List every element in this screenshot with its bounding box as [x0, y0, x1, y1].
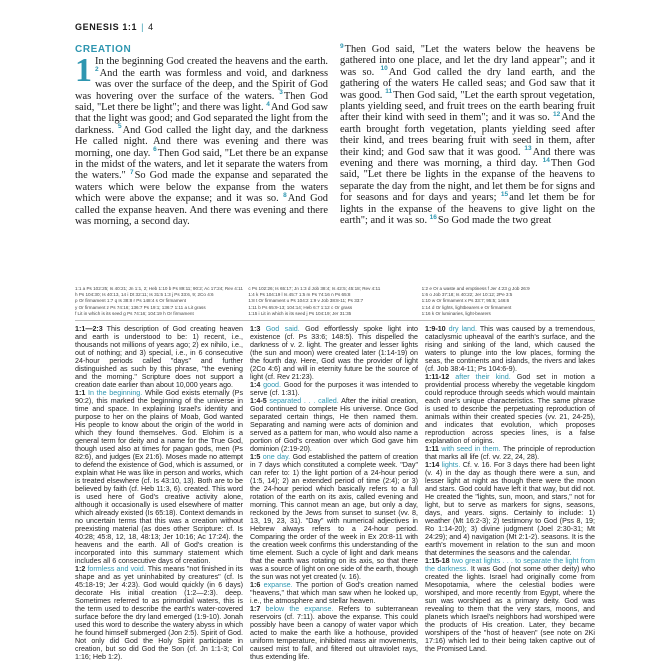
cross-reference: 1:8 t Or firmament u Ps 104:2 1:9 v Job 38:8-11; Ps 33:7	[248, 298, 364, 304]
note-highlight: after their kind.	[455, 373, 511, 381]
note-text: This description of God creating heaven and earth is understood to be: 1) recent, i.e., thousands not millions of years ago; 2) ex nihilo, i.e., out of nothing; and 3) special, i.e., in 6 consecutive 24-hour periods called "days" and further distinguished as such by this phrase, "the evening and the morning." Scripture does not support a creation date earlier than about 10,000 years ago.	[75, 325, 243, 389]
note-text: Refers to subterranean reservoirs (cf. 7:11). above the expanse. This could possibly have been a canopy of water vapor which acted to make the earth like a hothouse, provided uniform temperature, inhibited mass air movements, caused mist to fall, and filtered out ultraviolet rays, thus extending life.	[250, 605, 418, 661]
note-reference: 1:11	[425, 445, 439, 453]
scripture-column-left	[75, 44, 328, 228]
verse-list-right	[340, 44, 595, 226]
note-reference: 1:6	[250, 581, 261, 589]
note-text: God effortlessly spoke light into existence (cf. Ps 33:6; 148:5). This dispelled the darkness of v. 2. light. The greater and lesser lights (the sun and moon) were created later (1:14-19) on the fourth day. Here, God was the provider of light (2Co 4:6) and will in eternity future be the source of light (cf. Rev 21:23).	[250, 325, 418, 381]
study-note	[75, 389, 243, 565]
verse-number: 6	[153, 146, 157, 154]
note-highlight: separated . . . called.	[269, 397, 339, 405]
note-highlight: one day.	[262, 453, 291, 461]
verse-text: Then God said, "Let there be an expanse in the midst of the waters, and let it separate the waters from the waters."	[75, 147, 328, 182]
verse-text: So God made the two great	[437, 215, 552, 227]
divider-rule	[75, 320, 595, 321]
note-text: It was God (not some other deity) who created the lights. Israel had originally come from Mesopotamia, where the celestial bodies were worshiped, and more recently from Egypt, where the sun was worshiped as a primary deity. God was revealing to them that the very stars, moons, and planets which Israel's neighbors had worshiped were the products of His creation. Later, they became worshipers of the "host of heaven" (see note on 2Ki 17:16) which led to their being taken captive out of the Promised Land.	[425, 565, 595, 653]
verse-text: And God saw that the light was good; and God separated the light from the darkness.	[75, 102, 328, 136]
verse-text: and let them be for lights in the expanse of the heavens to give light on the earth"; and it was so.	[340, 192, 595, 227]
scripture-column-right	[340, 44, 595, 227]
verse-text: And God called the dry land earth, and the gathering of the waters He called seas; and God saw that it was good.	[340, 66, 596, 101]
note-reference: 1:7	[250, 605, 261, 613]
verse-text: Then God said, "Let there be light"; and there was light.	[75, 90, 329, 114]
section-heading: CREATION	[75, 44, 132, 55]
cross-reference: 1:2 e Or a waste and emptiness f Jer 4:23 g Job 26:9	[421, 286, 530, 291]
study-note	[250, 453, 418, 581]
note-text: The principle of reproduction that marks all life (cf. vv. 22, 24, 28).	[425, 445, 596, 461]
note-highlight: dry land.	[448, 325, 477, 333]
note-text: This was caused by a tremendous, cataclysmic upheaval of the earth's surface, and the rising and sinking of the land, which caused the waters to plunge into the low places, forming the seas, the continents and islands, the rivers and lakes (cf. Job 38:4-11; Ps 104:6-9).	[425, 325, 596, 373]
study-notes-column-1	[75, 325, 243, 661]
study-note	[250, 605, 418, 661]
note-highlight: with seed in them.	[441, 445, 501, 453]
study-note	[250, 325, 418, 381]
note-highlight: two great lights . . . to separate the light from the darkness.	[425, 557, 596, 573]
note-text: God established the pattern of creation in 7 days which constituted a complete week. "Day" can refer to: 1) the light portion of a 24-hour period (1:5, 14); 2) an extended period of time (2:4); or 3) the 24-hour period which basically refers to a full rotation of the earth on its axis, called evening and morning. This cannot mean an age, but only a day, reckoned by the Jews from sunset to sunset (vv. 8, 13, 19, 23, 31). "Day" with numerical adjectives in Hebrew always refers to a 24-hour period. Comparing the order of the week in Ex 20:8-11 with the creation week confirms this understanding of the time element. Such a cycle of light and dark means that the earth was rotating on its axis, so that there was a source of light on one side of the earth, though the sun was not yet created (v. 16).	[250, 453, 419, 581]
note-reference: 1:4-5	[250, 397, 267, 405]
verse-number: 15	[500, 190, 509, 198]
scripture-paragraph	[75, 52, 329, 228]
note-reference: 1:11-12	[425, 373, 450, 381]
note-reference: 1:2	[75, 565, 86, 573]
cross-reference: 1:16 k Or luminaries, light-bearers	[421, 310, 491, 316]
verse-number: 11	[385, 88, 393, 96]
note-text: God set in motion a providential process whereby the vegetable kingdom could reproduce through seeds which would maintain each one's unique characteristics. The same phrase is used to describe the perpetuating reproduction of animals within their created species (vv. 21, 24-25), and indicates that evolution, which proposes reproduction across species lines, is a false explanation of origins.	[425, 373, 596, 445]
cross-reference: 1:1 a Ps 102:25; Is 40:21; Jn 1:1, 2; Heb 1:10 b Ps 89:11; 90:2; Ac 17:24; Rev 4:11	[75, 286, 243, 291]
cross-reference: h Ps 104:30; Is 40:13, 14 i Dt 32:11; Is 31:5 1:3 j Ps 33:6, 9; 2Co 4:6	[75, 292, 214, 298]
verse-number: 7	[129, 169, 134, 176]
cross-reference: 1:10 w Or firmament x Ps 33:7; 95:5; 146:6	[421, 298, 510, 304]
note-reference: 1:1—2:3	[75, 325, 103, 333]
study-note	[75, 565, 243, 661]
header-separator: |	[141, 22, 145, 32]
note-text: After the initial creation, God continued to complete His universe. Once God separated certain things, He then named them. Separating and naming were acts of dominion and served as a pattern for man, who would also name a portion of God's creation over which God gave him dominion (2:19-20).	[250, 397, 419, 453]
verse-text: Then God said, "Let there be lights in the expanse of the heavens to separate the day from the night, and let them be for signs and for seasons and for days and years;	[340, 158, 595, 204]
verse-text: And God called the light day, and the darkness He called night. And there was evening and there was morning, one day.	[75, 124, 328, 159]
chapter-number: 1	[75, 52, 92, 90]
cross-reference-row	[75, 311, 595, 317]
study-note	[425, 461, 595, 557]
study-note	[425, 325, 595, 373]
note-reference: 1:5	[250, 453, 261, 461]
study-notes-column-2	[250, 325, 418, 661]
verse-number: 16	[429, 213, 437, 221]
verse-number: 12	[553, 110, 561, 118]
page-number: 4	[148, 22, 154, 32]
cross-reference: p Or firmament 1:7 q Is 38:8 r Ps 148:4 s Or firmament	[75, 298, 187, 304]
note-reference: 1:3	[250, 325, 261, 333]
verse-text: And God called the expanse heaven. And there was evening and there was morning, a second day.	[75, 193, 328, 228]
study-notes-column-3	[425, 325, 595, 653]
verse-number: 8	[283, 191, 287, 199]
cross-reference: 1:4 k Ps 104:19 l Is 45:7 1:5 m Ps 74:16 n Ps 65:8	[248, 292, 351, 298]
book-reference: GENESIS 1:1	[75, 22, 138, 32]
scripture-paragraph-right	[340, 44, 595, 227]
note-reference: 1:4	[250, 381, 261, 389]
verse-text: In the beginning God created the heavens and the earth.	[95, 56, 328, 68]
cross-reference: 1:14 d Or lights, lightbearers e Or firmament	[421, 304, 512, 310]
verse-text: Then God said, "Let the earth sprout vegetation, plants yielding seed, and fruit trees on the earth bearing fruit after their kind with seed in them"; and it was so.	[340, 89, 595, 124]
verse-number: 2	[95, 66, 99, 74]
note-text: The portion of God's creation named "heavens," that which man saw when he looked up, i.e., the atmosphere and stellar heaven.	[250, 581, 419, 605]
study-note	[425, 445, 595, 461]
note-reference: 1:14	[425, 461, 440, 469]
verse-number: 3	[279, 89, 283, 97]
note-highlight: expanse.	[263, 581, 293, 589]
verse-number: 14	[542, 156, 550, 164]
verse-list-left	[75, 52, 329, 228]
verse-number: 9	[340, 42, 344, 50]
verse-text: And the earth was formless and void, and darkness was over the surface of the deep, and the Spirit of God was hovering over the surface of the waters.	[75, 67, 328, 102]
page-header	[75, 22, 595, 36]
note-highlight: lights.	[441, 461, 461, 469]
note-text: Good for the purposes it was intended to serve (cf. 1:31).	[250, 381, 419, 397]
verse-number: 10	[380, 65, 388, 73]
cross-references	[75, 286, 595, 317]
verse-text: Then God said, "Let the waters below the heavens be gathered into one place, and let the dry land appear"; and it was so.	[340, 44, 595, 78]
note-reference: 1:1	[75, 389, 86, 397]
cross-reference: 1:15 i Lit in which is its seed j Ps 104:19; Jer 31:35	[248, 310, 352, 316]
study-note	[250, 397, 418, 453]
verse-text: So God made the expanse and separated the waters which were below the expanse from the waters which were above the expanse; and it was so.	[75, 170, 328, 205]
cross-reference: f Lit in which is its seed g Ps 74:16; 104:19 h Or firmament	[75, 310, 194, 316]
verse-text: And the earth brought forth vegetation, plants yielding seed after their kind, and trees bearing fruit with seed in them, after their kind; and God saw that it was good.	[340, 112, 595, 158]
cross-reference: 1:6 o Job 37:18; Is 40:22; Jer 10:12; 2Pe 3:5	[421, 292, 513, 298]
study-note	[425, 373, 595, 445]
study-note	[425, 557, 595, 653]
note-text: While God exists eternally (Ps 90:2), this marked the beginning of the universe in time and space. In explaining Israel's identity and purpose to her on the plains of Moab, God wanted His people to know about the origin of the world in which they found themselves. God. Elohim is a general term for deity and a name for the True God, though used also at times for pagan gods, men (Ps 82:6), and judges (Ex 21:6). Moses made no attempt to defend the existence of God, which is assumed, or explain what He was like in person and works, which is treated elsewhere (cf. Is 43:10, 13). Both are to be believed by faith (cf. Heb 11:3, 6). created. This word is used here of God's creative activity alone, although it occasionally is used elsewhere of matter which already existed (Is 65:18). Context demands in no uncertain terms that this was a creation without preexisting material (as does other Scripture: cf. Is 40:28; 45:8, 12, 18, 48:13; Jer 10:16; Ac 17:24). the heavens and the earth. All of God's creation is incorporated into this summary statement which includes all 6 consecutive days of creation.	[75, 389, 244, 565]
note-reference: 1:15-18	[425, 557, 450, 565]
note-text: This means "not finished in its shape and as yet uninhabited by creatures" (cf. Is 45:18-19; Jer 4:23). God would quickly (in 6 days) decorate His initial creation (1:2—2:3). deep. Sometimes referred to as primordial waters, this is the term used to describe the earth's water-covered surface before the dry land emerged (1:9-10). Jonah used this word to describe the watery abyss in which he found himself submerged (Jon 2:5). Spirit of God. Not only did God the Holy Spirit participate in creation, but so did God the Son (cf. Jn 1:1-3; Col 1:16; Heb 1:2).	[75, 565, 243, 661]
note-text: Cf. v. 16. For 3 days there had been light (v. 4) in the day as though there were a sun, and lesser light at night as though there were the moon and stars. God could have left it that way, but did not. He created the "lights, sun, moon, and stars," not for light, but to serve as markers for signs, seasons, days, and years. signs. Certainly to include: 1) weather (Mt 16:2-3); 2) testimony to God (Pss 8, 19; Ro 1:14-20); 3) divine judgment (Joel 2:30-31; Mt 24:29); and 4) navigation (Mt 2:1-2). seasons. It is the earth's movement in relation to the sun and moon that determines the seasons and the calendar.	[425, 461, 596, 557]
study-note	[250, 581, 418, 605]
note-highlight: below the expanse.	[265, 605, 334, 613]
study-note	[250, 381, 418, 397]
note-highlight: In the beginning.	[88, 389, 143, 397]
note-reference: 1:9-10	[425, 325, 446, 333]
note-highlight: God said.	[265, 325, 300, 333]
verse-number: 5	[117, 123, 122, 131]
note-highlight: formless and void.	[87, 565, 146, 573]
cross-reference: y Or firmament z Ps 74:16; 136:7 Ps 19:1; 136:7 1:11 a Lit grass	[75, 304, 206, 310]
verse-text: And there was evening and there was morning, a third day.	[340, 146, 595, 170]
verse-number: 13	[524, 145, 532, 153]
study-note	[75, 325, 243, 389]
cross-reference: c Ps 102:26; Is 65:17; Jn 1:3 d Job 38:4; Is 42:5; 45:18; Rev 4:11	[248, 286, 381, 291]
cross-reference: 1:11 b Ps 65:9-13; 104:14; Heb 6:7 1:12 c Or grass	[248, 304, 353, 310]
verse-number: 4	[266, 100, 270, 108]
note-highlight: good.	[263, 381, 281, 389]
